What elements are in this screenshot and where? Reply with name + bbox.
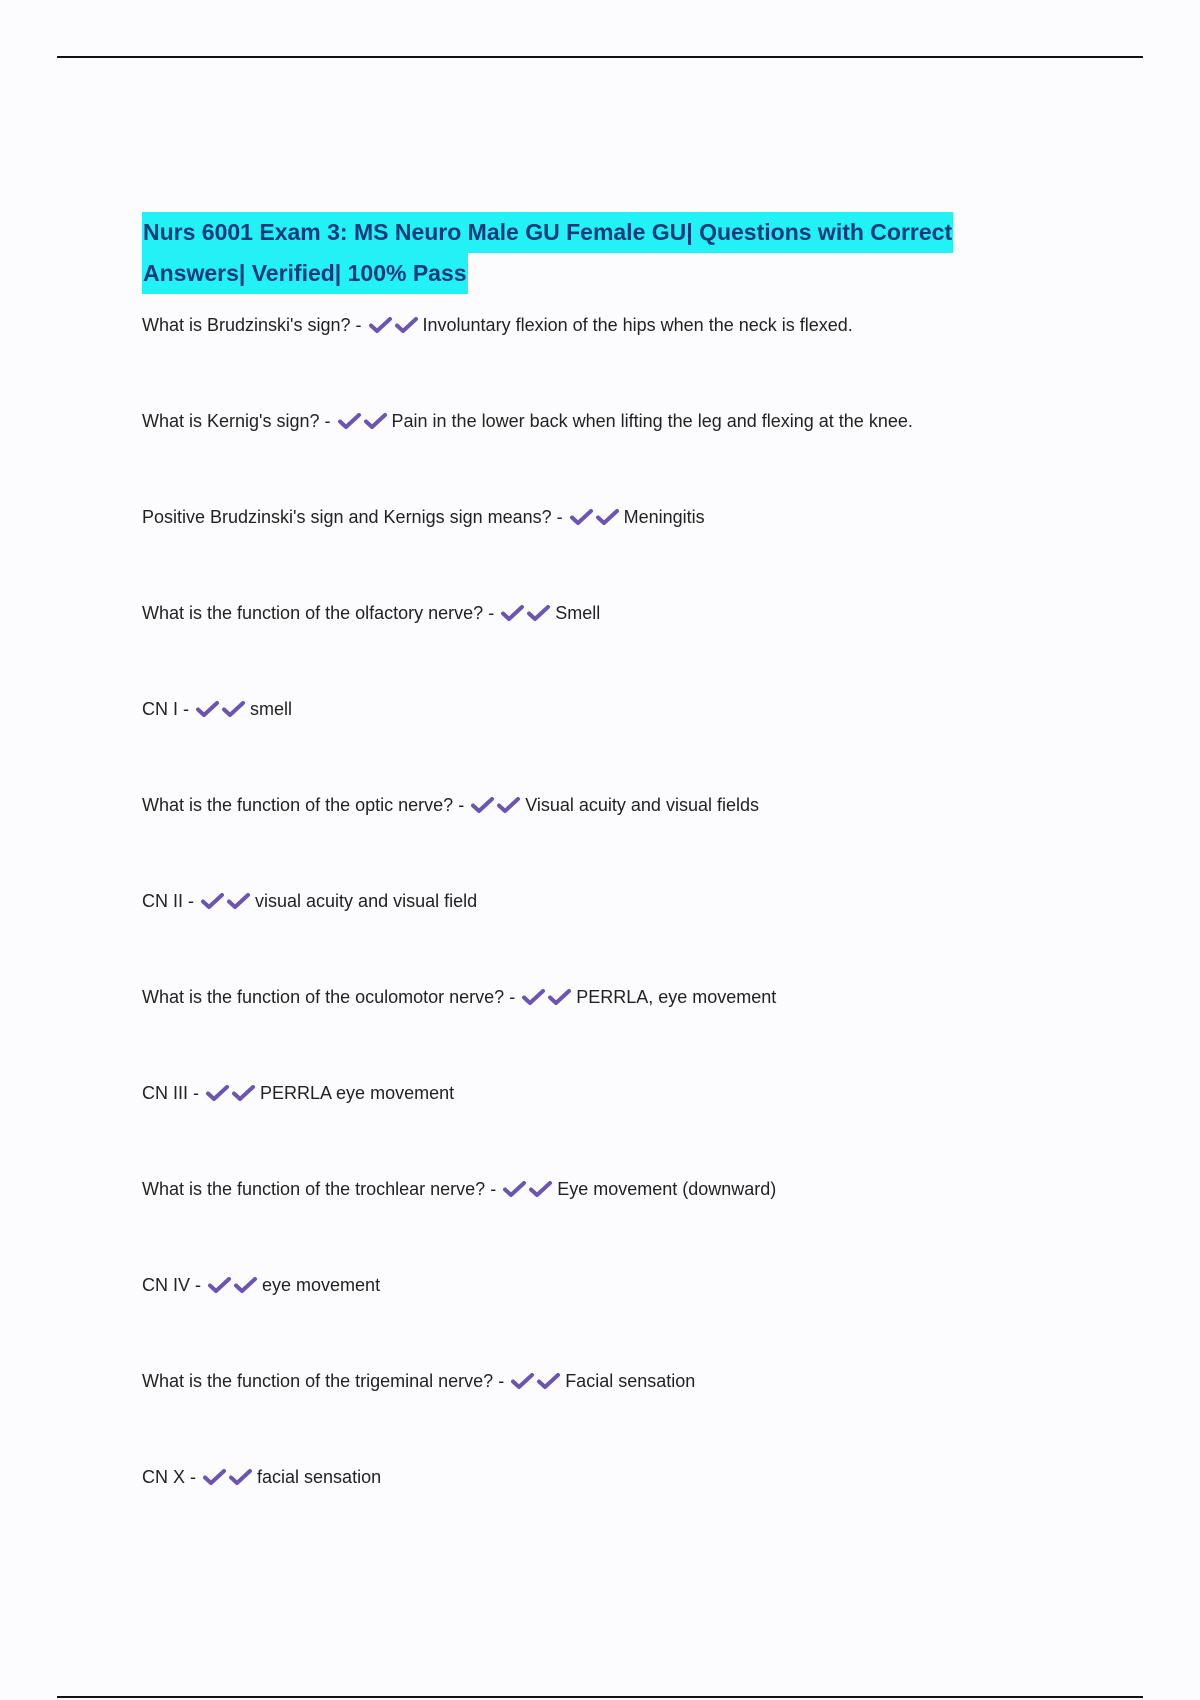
question-text: What is the function of the oculomotor nerve? (142, 987, 505, 1007)
separator-dash: - (488, 603, 495, 623)
check-icon (521, 987, 547, 1007)
answer-text: Smell (555, 603, 601, 623)
separator-dash: - (183, 699, 189, 719)
verified-checks (195, 694, 247, 724)
check-icon (470, 795, 496, 815)
verified-checks (368, 310, 420, 340)
question-text: What is Brudzinski's sign? (142, 315, 351, 335)
check-icon (228, 1467, 254, 1487)
check-icon (363, 411, 389, 431)
question-text: CN III (142, 1083, 189, 1103)
separator-dash: - (498, 1371, 505, 1391)
verified-checks (202, 1462, 254, 1492)
check-icon (368, 315, 394, 335)
question-text: Positive Brudzinski's sign and Kernigs sign means? (142, 507, 552, 527)
question-answer-list (142, 310, 1142, 1558)
answer-text: eye movement (262, 1275, 381, 1295)
document-title (142, 212, 1042, 294)
title-line: Nurs 6001 Exam 3: MS Neuro Male GU Female GU| Questions with Correct (142, 212, 953, 253)
check-icon (500, 603, 526, 623)
check-icon (221, 699, 247, 719)
check-icon (502, 1179, 528, 1199)
answer-text: PERRLA eye movement (260, 1083, 455, 1103)
separator-dash: - (190, 1467, 197, 1487)
answer-text: Facial sensation (565, 1371, 696, 1391)
verified-checks (207, 1270, 259, 1300)
check-icon (231, 1083, 257, 1103)
verified-checks (337, 406, 389, 436)
answer-text: PERRLA, eye movement (576, 987, 777, 1007)
qa-item (142, 1270, 1142, 1366)
qa-item (142, 598, 1142, 694)
answer-text: Meningitis (623, 507, 705, 527)
answer-text: Involuntary flexion of the hips when the neck is flexed. (422, 315, 853, 335)
qa-item (142, 1174, 1142, 1270)
footer-rule (57, 1696, 1143, 1698)
answer-text: facial sensation (257, 1467, 382, 1487)
question-text: What is the function of the trochlear nerve? (142, 1179, 486, 1199)
qa-item (142, 694, 1142, 790)
separator-dash: - (324, 411, 331, 431)
question-text: CN II (142, 891, 184, 911)
check-icon (226, 891, 252, 911)
question-text: CN X (142, 1467, 186, 1487)
qa-item (142, 502, 1142, 598)
separator-dash: - (195, 1275, 202, 1295)
check-icon (205, 1083, 231, 1103)
answer-text: Eye movement (downward) (557, 1179, 777, 1199)
check-icon (528, 1179, 554, 1199)
check-icon (547, 987, 573, 1007)
question-text: What is the function of the olfactory nerve? (142, 603, 484, 623)
verified-checks (470, 790, 522, 820)
check-icon (595, 507, 621, 527)
title-line: Answers| Verified| 100% Pass (142, 253, 468, 294)
qa-item (142, 1078, 1142, 1174)
check-icon (200, 891, 226, 911)
qa-item (142, 982, 1142, 1078)
check-icon (510, 1371, 536, 1391)
check-icon (496, 795, 522, 815)
question-text: What is Kernig's sign? (142, 411, 320, 431)
check-icon (337, 411, 363, 431)
check-icon (195, 699, 221, 719)
verified-checks (521, 982, 573, 1012)
qa-item (142, 1462, 1142, 1558)
check-icon (207, 1275, 233, 1295)
check-icon (233, 1275, 259, 1295)
verified-checks (510, 1366, 562, 1396)
question-text: What is the function of the trigeminal nerve? (142, 1371, 494, 1391)
verified-checks (200, 886, 252, 916)
answer-text: smell (250, 699, 293, 719)
check-icon (569, 507, 595, 527)
answer-text: Pain in the lower back when lifting the leg and flexing at the knee. (391, 411, 913, 431)
check-icon (536, 1371, 562, 1391)
verified-checks (205, 1078, 257, 1108)
question-text: What is the function of the optic nerve? (142, 795, 454, 815)
verified-checks (502, 1174, 554, 1204)
header-rule (57, 56, 1143, 58)
qa-item (142, 406, 1142, 502)
separator-dash: - (355, 315, 362, 335)
verified-checks (569, 502, 621, 532)
separator-dash: - (458, 795, 465, 815)
qa-item (142, 1366, 1142, 1462)
qa-item (142, 790, 1142, 886)
question-text: CN IV (142, 1275, 191, 1295)
separator-dash: - (509, 987, 516, 1007)
separator-dash: - (556, 507, 563, 527)
question-text: CN I (142, 699, 178, 719)
verified-checks (500, 598, 552, 628)
qa-item (142, 310, 1142, 406)
answer-text: visual acuity and visual field (255, 891, 478, 911)
qa-item (142, 886, 1142, 982)
separator-dash: - (490, 1179, 497, 1199)
answer-text: Visual acuity and visual fields (525, 795, 759, 815)
check-icon (394, 315, 420, 335)
check-icon (202, 1467, 228, 1487)
separator-dash: - (188, 891, 195, 911)
check-icon (526, 603, 552, 623)
separator-dash: - (193, 1083, 200, 1103)
